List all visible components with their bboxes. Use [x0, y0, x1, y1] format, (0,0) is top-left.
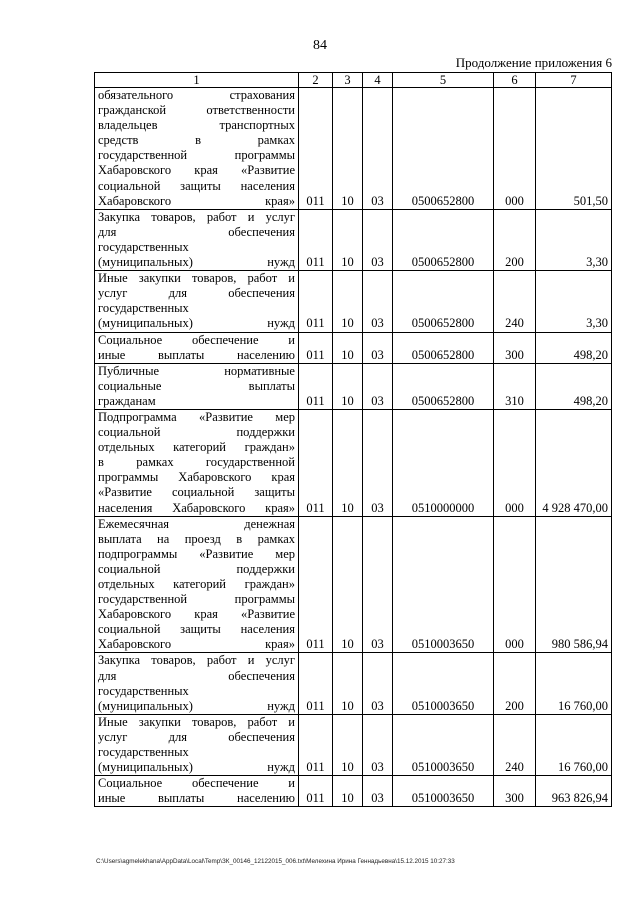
subsection-code-cell: 03: [363, 209, 393, 270]
target-article-cell: 0500652800: [393, 363, 494, 409]
expense-type-cell: 200: [494, 653, 536, 714]
budget-table: [94, 72, 612, 807]
target-article-cell: 0510003650: [393, 714, 494, 775]
item-name-line: иные выплаты населению: [98, 791, 295, 806]
header-cell: 1: [95, 73, 299, 88]
continuation-label: Продолжение приложения 6: [455, 55, 612, 70]
ministry-code-cell: 011: [299, 653, 333, 714]
item-name-line: Хабаровского края «Развитие: [98, 607, 295, 622]
item-name-line: Социальное обеспечение и: [98, 332, 295, 347]
item-name-line: социальные выплаты: [98, 378, 295, 393]
header-cell: 6: [494, 73, 536, 88]
item-name-line: (муниципальных) нужд: [98, 760, 295, 775]
item-name-line: Ежемесячная денежная: [98, 516, 295, 531]
table-body: [95, 73, 612, 807]
item-name-line: выплата на проезд в рамках: [98, 531, 295, 546]
amount-cell: 16 760,00: [536, 714, 612, 775]
item-name-line: государственной программы: [98, 148, 295, 163]
item-name-line: (муниципальных) нужд: [98, 698, 295, 713]
amount-cell: 498,20: [536, 363, 612, 409]
item-name-cell: [95, 363, 299, 409]
item-name-line: Публичные нормативные: [98, 363, 295, 378]
item-name-line: государственных: [98, 239, 189, 254]
item-name-line: Хабаровского края «Развитие: [98, 163, 295, 178]
item-name-line: иные выплаты населению: [98, 347, 295, 362]
item-name-line: отдельных категорий граждан»: [98, 577, 295, 591]
ministry-code-cell: 011: [299, 776, 333, 807]
expense-type-cell: 310: [494, 363, 536, 409]
item-name-line: Закупка товаров, работ и услуг: [98, 653, 295, 668]
ministry-code-cell: 011: [299, 88, 333, 210]
item-name-line: услуг для обеспечения: [98, 286, 295, 301]
item-name-line: для обеспечения: [98, 668, 295, 683]
section-code-cell: 10: [333, 209, 363, 270]
header-cell: 4: [363, 73, 393, 88]
ministry-code-cell: 011: [299, 271, 333, 332]
target-article-cell: 0510000000: [393, 409, 494, 516]
amount-cell: 4 928 470,00: [536, 409, 612, 516]
header-cell: 3: [333, 73, 363, 88]
item-name-line: Иные закупки товаров, работ и: [98, 714, 295, 729]
expense-type-cell: 000: [494, 409, 536, 516]
table-header-row: [95, 73, 612, 88]
table-row: [95, 332, 612, 363]
item-name-line: отдельных категорий граждан»: [98, 440, 295, 455]
item-name-line: государственной программы: [98, 592, 295, 607]
table-row: [95, 516, 612, 653]
item-name-cell: [95, 409, 299, 516]
table-row: [95, 653, 612, 714]
item-name-cell: [95, 776, 299, 807]
section-code-cell: 10: [333, 88, 363, 210]
subsection-code-cell: 03: [363, 363, 393, 409]
file-path-footer: C:\Users\agmelekhana\AppData\Local\Temp\ЗК_00146_12122015_006.txt\Мелехина Ирина Геннадьевна\15.12.2015 10:27:33: [96, 858, 455, 865]
expense-type-cell: 000: [494, 516, 536, 653]
ministry-code-cell: 011: [299, 516, 333, 653]
page-number: 84: [313, 38, 327, 53]
target-article-cell: 0510003650: [393, 516, 494, 653]
target-article-cell: 0500652800: [393, 88, 494, 210]
item-name-line: социальной поддержки: [98, 425, 295, 440]
target-article-cell: 0500652800: [393, 209, 494, 270]
item-name-line: социальной защиты населения: [98, 622, 295, 637]
ministry-code-cell: 011: [299, 332, 333, 363]
amount-cell: 980 586,94: [536, 516, 612, 653]
item-name-line: гражданской ответственности: [98, 103, 295, 118]
amount-cell: 3,30: [536, 209, 612, 270]
ministry-code-cell: 011: [299, 714, 333, 775]
subsection-code-cell: 03: [363, 653, 393, 714]
header-cell: 5: [393, 73, 494, 88]
item-name-line: Хабаровского края»: [98, 193, 295, 208]
table-row: [95, 209, 612, 270]
subsection-code-cell: 03: [363, 714, 393, 775]
amount-cell: 16 760,00: [536, 653, 612, 714]
item-name-line: для обеспечения: [98, 224, 295, 239]
item-name-line: Социальное обеспечение и: [98, 776, 295, 791]
expense-type-cell: 000: [494, 88, 536, 210]
target-article-cell: 0510003650: [393, 776, 494, 807]
target-article-cell: 0510003650: [393, 653, 494, 714]
table-row: [95, 363, 612, 409]
item-name-cell: [95, 332, 299, 363]
target-article-cell: 0500652800: [393, 271, 494, 332]
item-name-line: Закупка товаров, работ и услуг: [98, 209, 295, 224]
subsection-code-cell: 03: [363, 409, 393, 516]
item-name-line: обязательного страхования: [98, 88, 295, 102]
item-name-line: Иные закупки товаров, работ и: [98, 271, 295, 286]
expense-type-cell: 240: [494, 271, 536, 332]
item-name-line: Хабаровского края»: [98, 637, 295, 652]
section-code-cell: 10: [333, 409, 363, 516]
subsection-code-cell: 03: [363, 88, 393, 210]
target-article-cell: 0500652800: [393, 332, 494, 363]
item-name-line: государственных: [98, 301, 189, 316]
expense-type-cell: 240: [494, 714, 536, 775]
section-code-cell: 10: [333, 363, 363, 409]
item-name-line: социальной поддержки: [98, 561, 295, 576]
item-name-line: в рамках государственной: [98, 455, 295, 470]
item-name-line: Подпрограмма «Развитие мер: [98, 409, 295, 424]
table-row: [95, 271, 612, 332]
item-name-line: государственных: [98, 745, 189, 760]
expense-type-cell: 300: [494, 332, 536, 363]
item-name-cell: [95, 516, 299, 653]
section-code-cell: 10: [333, 271, 363, 332]
expense-type-cell: 200: [494, 209, 536, 270]
table-row: [95, 714, 612, 775]
item-name-line: (муниципальных) нужд: [98, 316, 295, 331]
header-cell: 2: [299, 73, 333, 88]
item-name-cell: [95, 653, 299, 714]
header-cell: 7: [536, 73, 612, 88]
item-name-line: населения Хабаровского края»: [98, 500, 295, 515]
item-name-line: владельцев транспортных: [98, 118, 295, 133]
section-code-cell: 10: [333, 653, 363, 714]
table-row: [95, 776, 612, 807]
amount-cell: 963 826,94: [536, 776, 612, 807]
ministry-code-cell: 011: [299, 363, 333, 409]
item-name-line: подпрограммы «Развитие мер: [98, 546, 295, 561]
item-name-cell: [95, 714, 299, 775]
item-name-line: государственных: [98, 683, 189, 698]
section-code-cell: 10: [333, 776, 363, 807]
subsection-code-cell: 03: [363, 776, 393, 807]
amount-cell: 501,50: [536, 88, 612, 210]
item-name-line: социальной защиты населения: [98, 178, 295, 193]
item-name-line: гражданам: [98, 393, 156, 408]
expense-type-cell: 300: [494, 776, 536, 807]
item-name-line: услуг для обеспечения: [98, 729, 295, 744]
subsection-code-cell: 03: [363, 516, 393, 653]
item-name-cell: [95, 88, 299, 210]
section-code-cell: 10: [333, 714, 363, 775]
section-code-cell: 10: [333, 516, 363, 653]
ministry-code-cell: 011: [299, 209, 333, 270]
item-name-line: средств в рамках: [98, 133, 295, 148]
item-name-line: программы Хабаровского края: [98, 470, 295, 485]
item-name-cell: [95, 271, 299, 332]
subsection-code-cell: 03: [363, 271, 393, 332]
item-name-cell: [95, 209, 299, 270]
table-row: [95, 409, 612, 516]
table-row: [95, 88, 612, 210]
section-code-cell: 10: [333, 332, 363, 363]
item-name-line: «Развитие социальной защиты: [98, 485, 295, 500]
amount-cell: 498,20: [536, 332, 612, 363]
item-name-line: (муниципальных) нужд: [98, 255, 295, 270]
ministry-code-cell: 011: [299, 409, 333, 516]
subsection-code-cell: 03: [363, 332, 393, 363]
amount-cell: 3,30: [536, 271, 612, 332]
